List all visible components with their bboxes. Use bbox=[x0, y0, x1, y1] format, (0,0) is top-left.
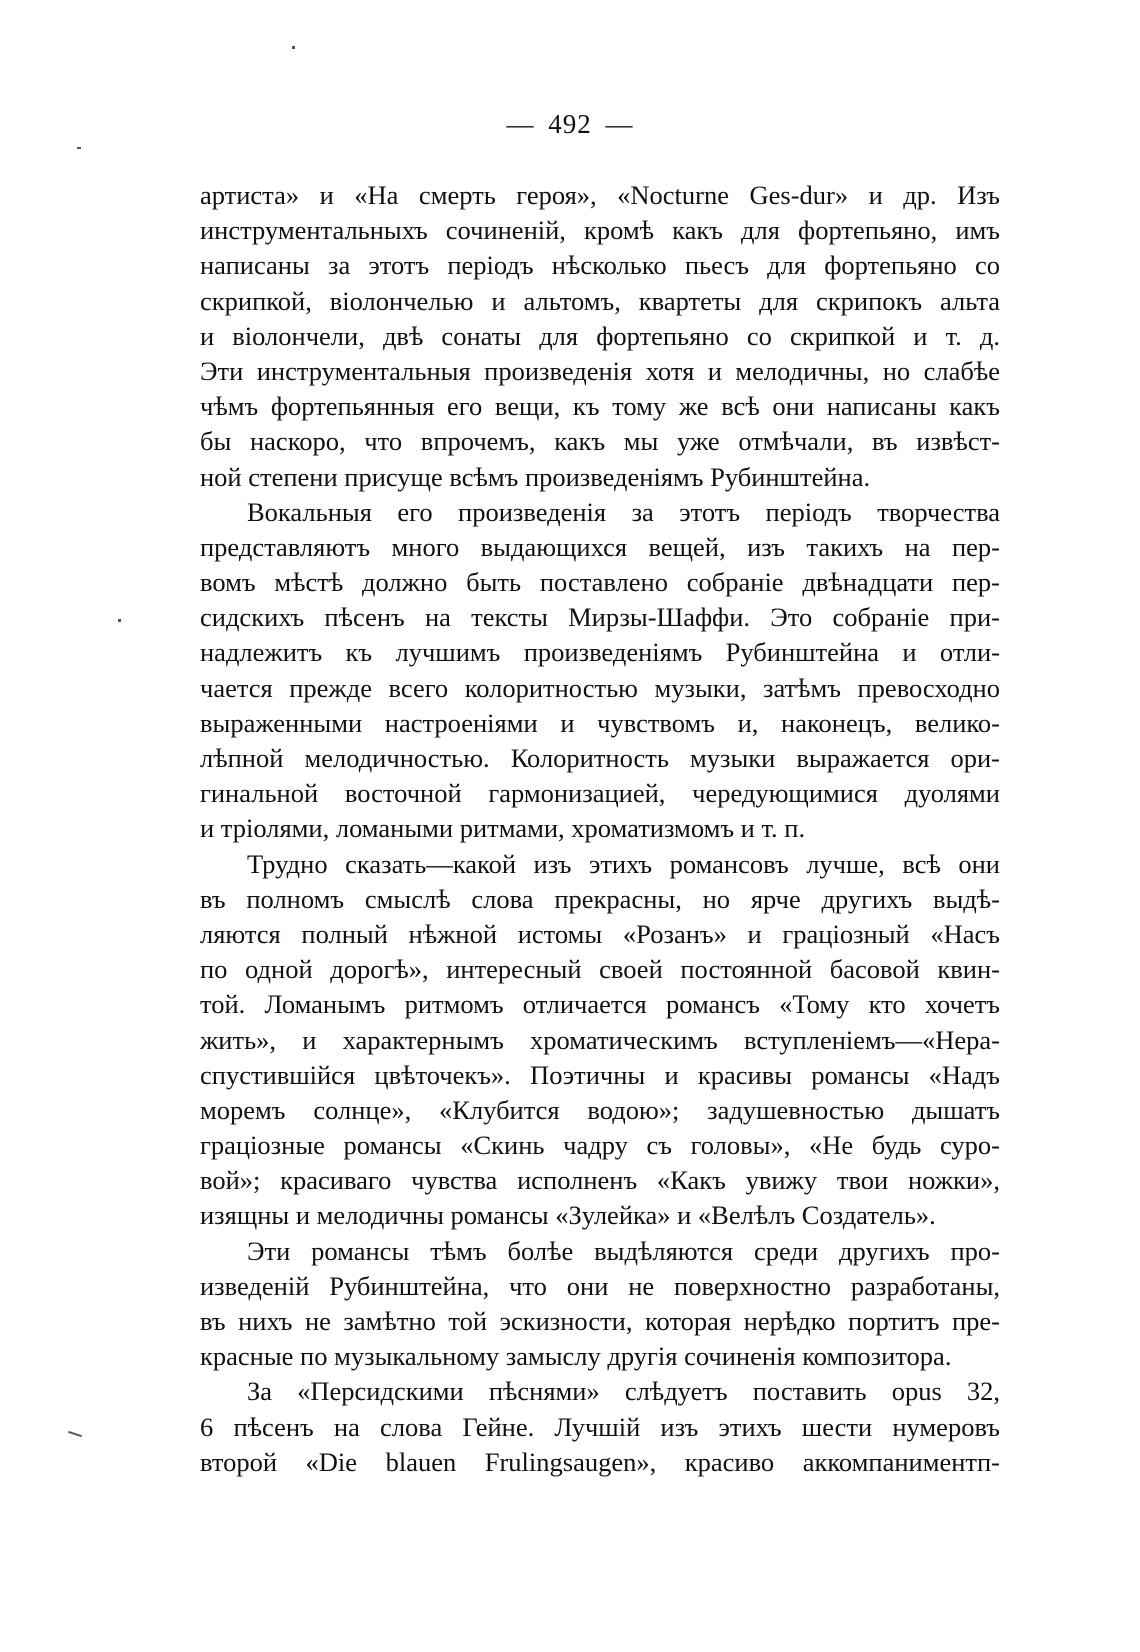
text-line: артиста» и «На смерть героя», «Nocturne Ges-dur» и др. Изъ bbox=[200, 180, 1000, 210]
text-line: Трудно сказать—какой изъ этихъ романсовъ лучше, всѣ они bbox=[247, 848, 1000, 879]
scan-speck bbox=[292, 46, 295, 49]
text-line: ляются полный нѣжной истомы «Розанъ» и граціозный «Насъ bbox=[200, 918, 1000, 949]
text-line: сидскихъ пѣсенъ на тексты Мирзы-Шаффи. Это собраніе при- bbox=[200, 602, 1000, 633]
text-line: скрипкой, віолончелью и альтомъ, квартеты для скрипокъ альта bbox=[200, 285, 1000, 316]
text-line: и тріолями, ломаными ритмами, хроматизмомъ и т. п. bbox=[200, 813, 806, 844]
scan-speck bbox=[77, 147, 81, 149]
text-line: красные по музыкальному замыслу другія сочиненія композитора. bbox=[200, 1341, 952, 1372]
text-line: выраженными настроеніями и чувствомъ и, наконецъ, велико- bbox=[200, 707, 1000, 738]
text-line: второй «Die blauen Frulingsaugen», красиво аккомпаниментп- bbox=[200, 1446, 1000, 1477]
text-line: и віолончели, двѣ сонаты для фортепьяно со скрипкой и т. д. bbox=[200, 320, 1000, 351]
text-line: жить», и характернымъ хроматическимъ вступленіемъ—«Нера- bbox=[200, 1024, 1000, 1055]
text-line: въ нихъ не замѣтно той эскизности, которая нерѣдко портитъ пре- bbox=[200, 1306, 1000, 1336]
body-text bbox=[200, 178, 1000, 1480]
text-line: изящны и мелодичны романсы «Зулейка» и «Велѣлъ Создатель». bbox=[200, 1200, 936, 1231]
text-line: граціозные романсы «Скинь чадру съ головы», «Не будь суро- bbox=[200, 1130, 1000, 1161]
text-line: изведеній Рубинштейна, что они не поверхностно разработаны, bbox=[200, 1270, 1000, 1301]
text-line: лѣпной мелодичностью. Колоритность музыки выражается ори- bbox=[200, 743, 1000, 773]
text-line: ной степени присуще всѣмъ произведеніямъ Рубинштейна. bbox=[200, 461, 871, 492]
text-line: по одной дорогѣ», интересный своей постоянной басовой квин- bbox=[200, 954, 1000, 985]
text-line: 6 пѣсенъ на слова Гейне. Лучшій изъ этихъ шести нумеровъ bbox=[200, 1411, 1000, 1442]
text-line: моремъ солнце», «Клубится водою»; задушевностью дышатъ bbox=[200, 1094, 1000, 1125]
text-line: надлежитъ къ лучшимъ произведеніямъ Рубинштейна и отли- bbox=[200, 637, 1000, 668]
text-line: гинальной восточной гармонизацией, чередующимися дуолями bbox=[200, 778, 1000, 809]
text-line: Эти романсы тѣмъ болѣе выдѣляются среди другихъ про- bbox=[247, 1235, 1000, 1266]
text-line: инструментальныхъ сочиненій, кромѣ какъ для фортепьяно, имъ bbox=[200, 215, 1000, 246]
page-number: — 492 — bbox=[506, 109, 634, 139]
text-line: За «Персидскими пѣснями» слѣдуетъ поставить opus 32, bbox=[247, 1376, 1000, 1407]
text-line: вомъ мѣстѣ должно быть поставлено собраніе двѣнадцати пер- bbox=[200, 567, 1000, 598]
text-line: бы наскоро, что впрочемъ, какъ мы уже отмѣчали, въ извѣст- bbox=[200, 426, 1000, 457]
text-line: представляютъ много выдающихся вещей, изъ такихъ на пер- bbox=[200, 531, 1000, 562]
scan-speck bbox=[68, 1431, 82, 1437]
text-line: спустившійся цвѣточекъ». Поэтичны и красивы романсы «Надъ bbox=[200, 1059, 1000, 1090]
text-line: Эти инструментальныя произведенія хотя и мелодичны, но слабѣе bbox=[200, 355, 1000, 386]
text-line: Вокальныя его произведенія за этотъ періодъ творчества bbox=[247, 496, 1000, 527]
text-line: той. Ломанымъ ритмомъ отличается романсъ «Тому кто хочетъ bbox=[200, 989, 1000, 1020]
text-line: написаны за этотъ періодъ нѣсколько пьесъ для фортепьяно со bbox=[200, 250, 1000, 281]
text-line: вой»; красиваго чувства исполненъ «Какъ увижу твои ножки», bbox=[200, 1165, 1000, 1196]
text-line: въ полномъ смыслѣ слова прекрасны, но ярче другихъ выдѣ- bbox=[200, 883, 1000, 914]
text-line: чѣмъ фортепьянныя его вещи, къ тому же всѣ они написаны какъ bbox=[200, 391, 1000, 422]
text-line: чается прежде всего колоритностью музыки, затѣмъ превосходно bbox=[200, 672, 1000, 703]
scan-speck bbox=[118, 619, 121, 622]
